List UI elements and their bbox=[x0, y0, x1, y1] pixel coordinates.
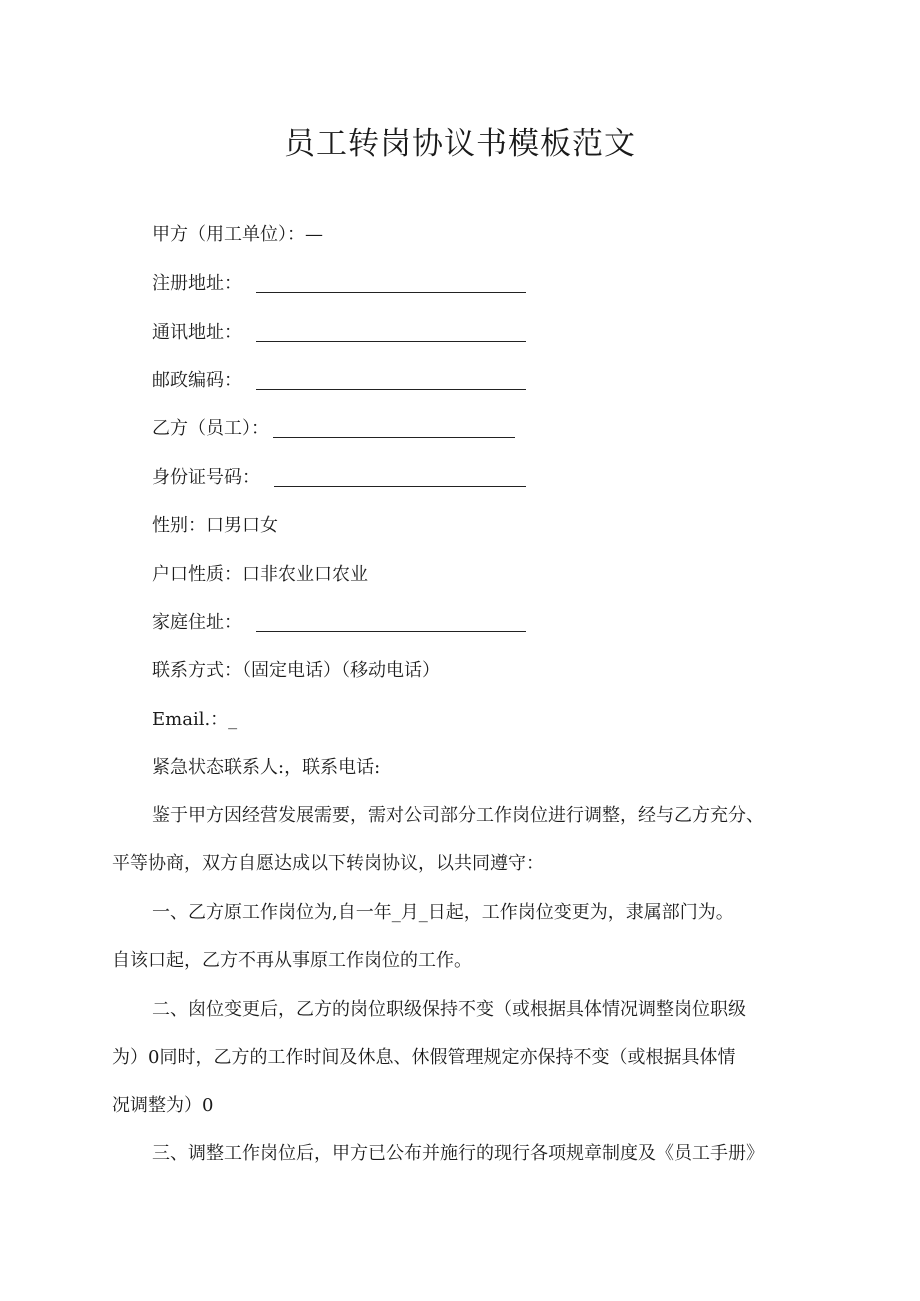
email-label: Email.：_ bbox=[152, 709, 238, 730]
reg-address-field[interactable] bbox=[152, 269, 526, 295]
home-address-blank-line[interactable] bbox=[256, 613, 526, 632]
contact-field bbox=[152, 656, 440, 682]
id-number-blank-line[interactable] bbox=[274, 468, 526, 487]
id-number-label: 身份证号码： bbox=[152, 467, 260, 488]
postcode-label: 邮政编码： bbox=[152, 370, 242, 391]
clause-3-line-1: 三、调整工作岗位后，甲方已公布并施行的现行各项规章制度及《员工手册》 bbox=[152, 1143, 764, 1164]
gender-field bbox=[152, 511, 278, 537]
gender-label: 性别：口男口女 bbox=[152, 515, 278, 536]
home-address-field[interactable] bbox=[152, 608, 526, 634]
reg-address-label: 注册地址： bbox=[152, 273, 242, 294]
clause-2-line-2: 为）0同时，乙方的工作时间及休息、休假管理规定亦保持不变（或根据具体情 bbox=[112, 1047, 736, 1068]
hukou-field bbox=[152, 560, 368, 586]
party-b-blank-line[interactable] bbox=[273, 419, 515, 438]
party-b-field[interactable] bbox=[152, 414, 515, 440]
preamble-line-2: 平等协商，双方自愿达成以下转岗协议，以共同遵守： bbox=[112, 853, 544, 874]
emergency-contact-label: 紧急状态联系人:，联系电话: bbox=[152, 757, 381, 778]
postcode-blank-line[interactable] bbox=[256, 371, 526, 390]
mail-address-blank-line[interactable] bbox=[256, 323, 526, 342]
id-number-field[interactable] bbox=[152, 463, 526, 489]
mail-address-field[interactable] bbox=[152, 318, 526, 344]
email-field bbox=[152, 705, 237, 731]
party-b-label: 乙方（员工）： bbox=[152, 418, 269, 439]
party-a-field bbox=[152, 220, 323, 246]
hukou-label: 户口性质：口非农业口农业 bbox=[152, 564, 368, 585]
mail-address-label: 通讯地址： bbox=[152, 322, 242, 343]
home-address-label: 家庭住址： bbox=[152, 612, 242, 633]
preamble-line-1: 鉴于甲方因经营发展需要，需对公司部分工作岗位进行调整，经与乙方充分、 bbox=[152, 805, 764, 826]
clause-1-line-1: 一、乙方原工作岗位为,自一年_月_日起，工作岗位变更为，隶属部门为。 bbox=[152, 902, 734, 923]
clause-1-line-2: 自该口起，乙方不再从事原工作岗位的工作。 bbox=[112, 950, 472, 971]
postcode-field[interactable] bbox=[152, 366, 526, 392]
clause-2-line-3: 况调整为）0 bbox=[112, 1095, 214, 1116]
document-title: 员工转岗协议书模板范文 bbox=[284, 126, 636, 162]
emergency-contact-field bbox=[152, 753, 380, 779]
contact-label: 联系方式：（固定电话）（移动电话） bbox=[152, 660, 440, 681]
reg-address-blank-line[interactable] bbox=[256, 274, 526, 293]
clause-2-line-1: 二、囱位变更后，乙方的岗位职级保持不变（或根据具体情况调整岗位职级 bbox=[152, 999, 746, 1020]
party-a-label: 甲方（用工单位）：— bbox=[152, 224, 323, 245]
